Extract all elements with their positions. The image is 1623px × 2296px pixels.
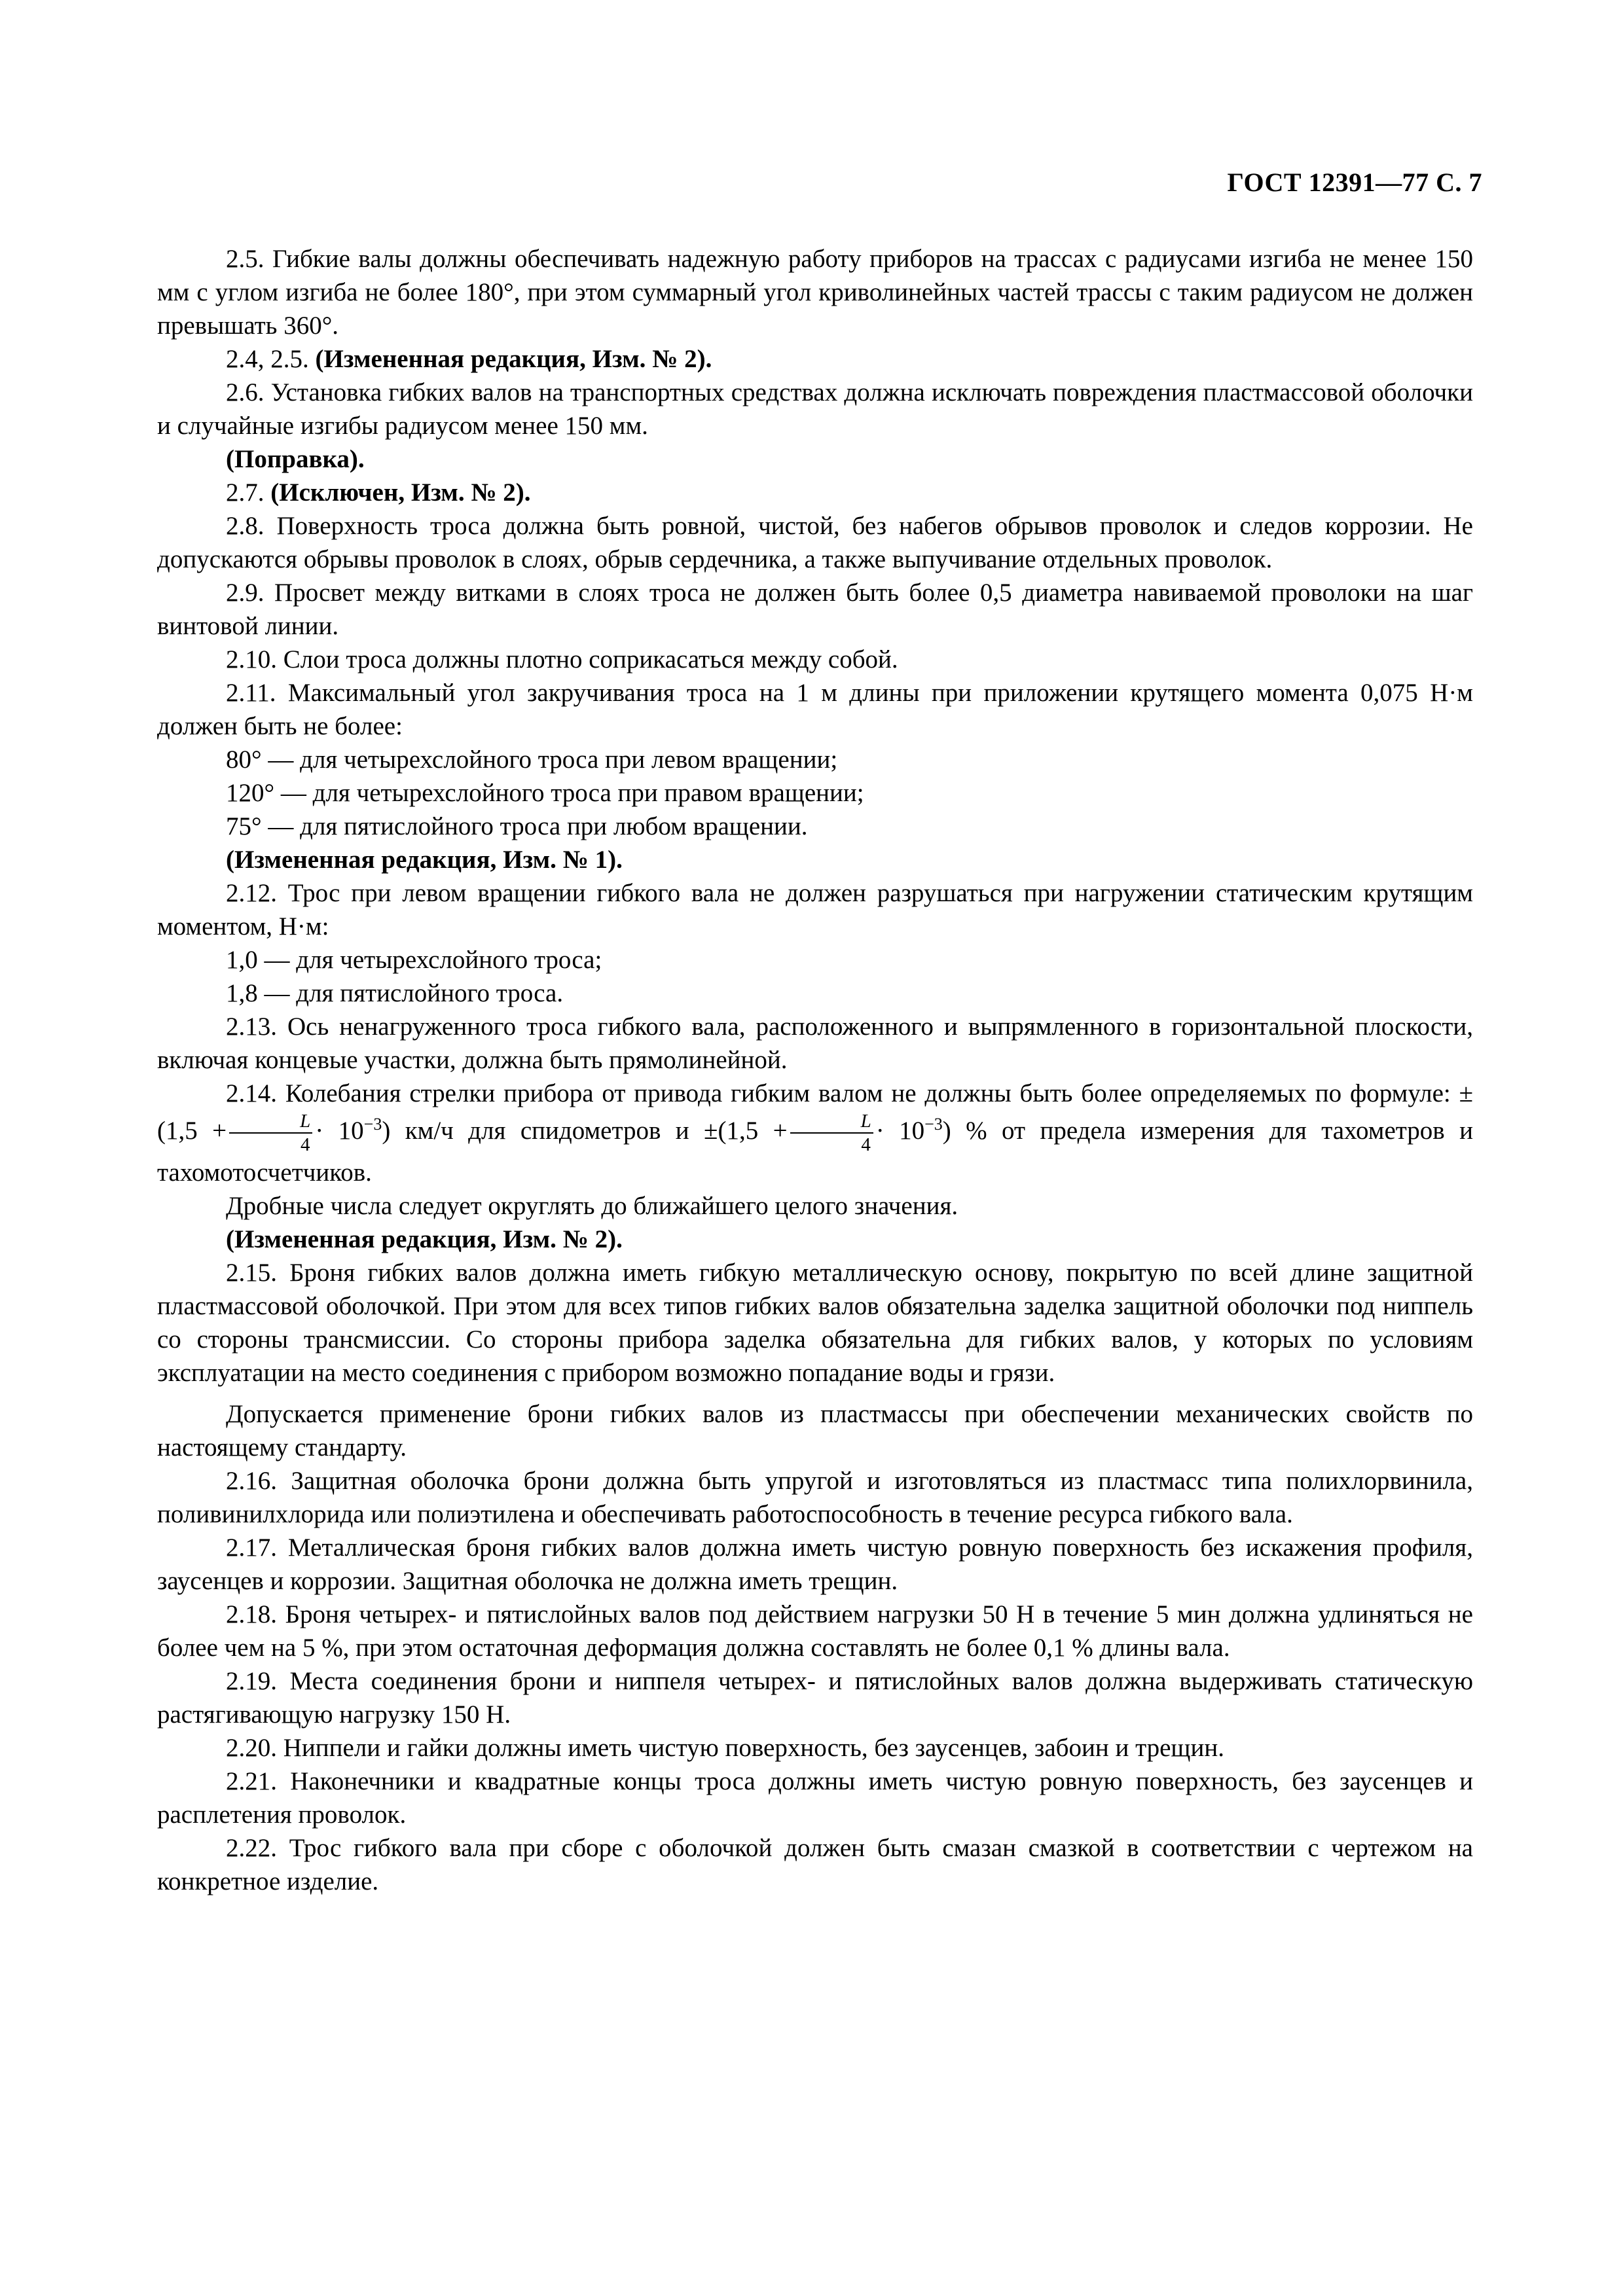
paragraph-2-11: 2.11. Максимальный угол закручивания троса на 1 м длины при приложении крутящего момента 0,075 Н·м должен быть не более: (157, 679, 1473, 740)
amendment-note: (Измененная редакция, Изм. № 2). (315, 345, 712, 373)
paragraph-2-14-end: для тахометров и тахомотосчетчиков. (157, 1116, 1473, 1187)
paragraph-2-7-num: 2.7. (226, 478, 264, 507)
paragraph-2-20: 2.20. Ниппели и гайки должны иметь чистую поверхность, без заусенцев, забоин и трещин. (226, 1734, 1224, 1762)
paragraph-2-22: 2.22. Трос гибкого вала при сборе с оболочкой должен быть смазан смазкой в соответствии с чертежом на конкретное изделие. (157, 1834, 1473, 1895)
paragraph-2-10: 2.10. Слои троса должны плотно соприкасаться между собой. (226, 645, 898, 673)
list-item: 1,0 — для четырехслойного троса; (226, 946, 602, 974)
formula-part-b: · 10 (875, 1116, 925, 1145)
paragraph-2-9: 2.9. Просвет между витками в слоях троса не должен быть более 0,5 диаметра навиваемой проволоки на шаг винтовой линии. (157, 579, 1473, 640)
paragraph-2-12: 2.12. Трос при левом вращении гибкого вала не должен разрушаться при нагружении статическим крутящим моментом, Н·м: (157, 879, 1473, 941)
paragraph-2-13: 2.13. Ось ненагруженного троса гибкого вала, расположенного и выпрямленного в горизонтальной плоскости, включая концевые участки, должна быть прямолинейной. (157, 1013, 1473, 1074)
amendment-2-14 (157, 1223, 1473, 1256)
amendment-2-4-2-5 (157, 342, 1473, 376)
paragraph-2-15-b: Допускается применение брони гибких валов из пластмассы при обеспечении механических свойств по настоящему стандарту. (157, 1400, 1473, 1462)
amendment-note: (Измененная редакция, Изм. № 1). (226, 846, 623, 874)
formula-part-d: ) % от предела измерения (942, 1116, 1255, 1145)
correction-note-text: (Поправка). (226, 445, 365, 473)
fraction-denominator: 4 (861, 1134, 871, 1155)
paragraph-2-18: 2.18. Броня четырех- и пятислойных валов под действием нагрузки 50 Н в течение 5 мин должна удлиняться не более чем на 5 %, при этом остаточная деформация должна составлять не более 0,1 % длины вала. (157, 1600, 1473, 1662)
fraction-denominator: 4 (300, 1134, 310, 1155)
paragraph-2-21: 2.21. Наконечники и квадратные концы троса должны иметь чистую ровную поверхность, без заусенцев и расплетения проволок. (157, 1767, 1473, 1829)
list-item: 1,8 — для пятислойного троса. (226, 979, 564, 1007)
paragraph-2-7-note: (Исключен, Изм. № 2). (270, 478, 531, 507)
formula-exponent: −3 (363, 1114, 382, 1134)
formula-part-c: ) км/ч для спидометров и ±(1,5 + (382, 1116, 788, 1145)
paragraph-2-8: 2.8. Поверхность троса должна быть ровной, чистой, без набегов обрывов проволок и следов коррозии. Не допускаются обрывы проволок в слоях, обрыв сердечника, а также выпучивание отдельных проволок. (157, 512, 1473, 573)
fraction-l-over-4 (790, 1110, 873, 1156)
amendment-ref: 2.4, 2.5. (226, 345, 309, 373)
page-header: ГОСТ 12391—77 С. 7 (1227, 168, 1482, 197)
formula-exponent: −3 (924, 1114, 943, 1134)
paragraph-2-17: 2.17. Металлическая броня гибких валов должна иметь чистую ровную поверхность без искажения профиля, заусенцев и коррозии. Защитная оболочка не должна иметь трещин. (157, 1534, 1473, 1595)
paragraph-2-16: 2.16. Защитная оболочка брони должна быть упругой и изготовляться из пластмасс типа полихлорвинила, поливинилхлорида или полиэтилена и обеспечивать работоспособность в течение ресурса гибкого вала. (157, 1467, 1473, 1528)
document-body (157, 242, 1473, 1898)
paragraph-2-14 (157, 1077, 1473, 1189)
amendment-2-11 (157, 843, 1473, 876)
correction-note (157, 442, 1473, 476)
paragraph-2-14-text: 2.14. Колебания стрелки прибора от привода гибким валом не должны быть более определяемых по формуле: (226, 1079, 1451, 1107)
fraction-l-over-4 (229, 1110, 312, 1156)
paragraph-2-7 (157, 476, 1473, 509)
paragraph-2-15: 2.15. Броня гибких валов должна иметь гибкую металлическую основу, покрытую по всей длине защитной пластмассовой оболочкой. При этом для всех типов гибких валов обязательна заделка защитной оболочки под ниппель со стороны трансмиссии. Со стороны прибора заделка обязательна для гибких валов, у которых по условиям эксплуатации на место соединения с прибором возможно попадание воды и грязи. (157, 1259, 1473, 1387)
amendment-note: (Измененная редакция, Изм. № 2). (226, 1225, 623, 1253)
rounding-note: Дробные числа следует округлять до ближайшего целого значения. (226, 1192, 958, 1220)
list-item: 75° — для пятислойного троса при любом вращении. (226, 812, 808, 840)
paragraph-2-6: 2.6. Установка гибких валов на транспортных средствах должна исключать повреждения пластмассовой оболочки и случайные изгибы радиусом менее 150 мм. (157, 378, 1473, 440)
list-item: 120° — для четырехслойного троса при правом вращении; (226, 779, 864, 807)
paragraph-2-5: 2.5. Гибкие валы должны обеспечивать надежную работу приборов на трассах с радиусами изгиба не менее 150 мм с углом изгиба не более 180°, при этом суммарный угол криволинейных частей трассы с таким радиусом не должен превышать 360°. (157, 245, 1473, 340)
formula-part-a: ±(1,5 + (157, 1079, 1474, 1145)
formula-part-b: · 10 (315, 1116, 364, 1145)
fraction-numerator: L (229, 1110, 312, 1134)
list-item: 80° — для четырехслойного троса при левом вращении; (226, 745, 838, 774)
paragraph-2-19: 2.19. Места соединения брони и ниппеля четырех- и пятислойных валов должна выдерживать статическую растягивающую нагрузку 150 Н. (157, 1667, 1473, 1729)
fraction-numerator: L (790, 1110, 873, 1134)
